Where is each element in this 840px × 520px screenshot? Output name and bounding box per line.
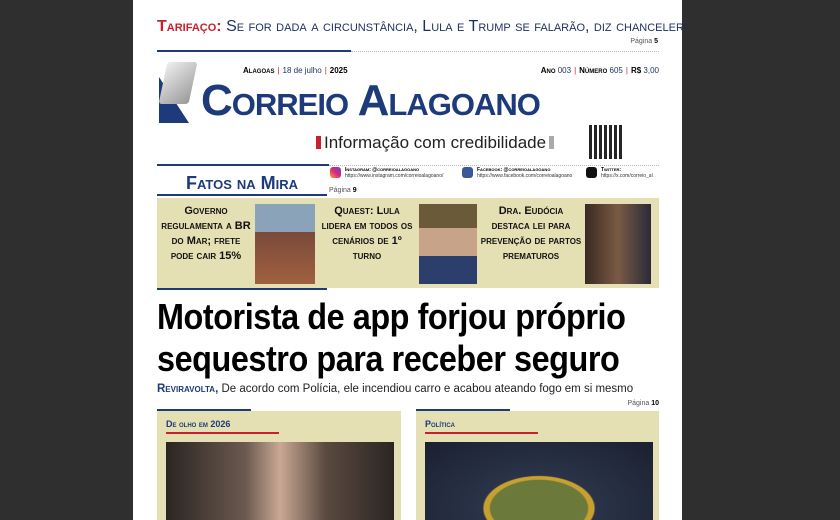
lula-photo	[419, 204, 477, 284]
section-box-2026[interactable]	[157, 411, 401, 520]
section-title-fatos: Fatos na Mira	[186, 173, 299, 193]
tagline: Informação com credibilidade	[316, 133, 554, 153]
fatos-item[interactable]: Quaest: Lula lidera em todos os cenários de 1º turno	[321, 205, 413, 262]
eudocia-photo	[585, 204, 651, 284]
facebook-icon	[462, 167, 473, 178]
issue-info: Ano 003 | Número 605 | R$ 3,00	[540, 66, 659, 75]
instagram-icon	[330, 167, 341, 178]
section-title: De olho em 2026	[166, 419, 231, 429]
fatos-item[interactable]: Dra. Eudócia destaca lei para prevenção de partos prematuros	[480, 205, 582, 262]
social-facebook[interactable]: Facebook: @correioalagoano https://www.facebook.com/correioalagoano	[462, 167, 572, 179]
ship-photo	[255, 204, 315, 284]
divider-dots	[329, 165, 659, 166]
qr-code[interactable]	[589, 125, 623, 159]
page-ref: Página 10	[627, 400, 659, 407]
divider	[157, 194, 327, 196]
newspaper-page	[133, 0, 682, 520]
social-instagram[interactable]: Instagram: @correioalagoano https://www.instagram.com/correioalagoano/	[330, 167, 443, 179]
page-ref: Página 9	[329, 187, 357, 194]
main-headline[interactable]: Motorista de app forjou próprio sequestro para receber seguro	[157, 296, 626, 379]
divider	[157, 50, 351, 52]
x-icon	[586, 167, 597, 178]
section-box-politica[interactable]	[416, 411, 659, 520]
divider-dots	[351, 51, 659, 52]
section-title: Política	[425, 419, 455, 429]
divider	[157, 164, 329, 166]
top-kicker[interactable]: Tarifaço: Se for dada a circunstância, Lula e Trump se falarão, diz chanceler	[157, 18, 684, 35]
edition-info: Alagoas | 18 de julho | 2025	[243, 66, 348, 75]
congress-photo	[425, 442, 653, 520]
social-twitter[interactable]: Twitter: https://x.com/correio_al	[586, 167, 653, 179]
fatos-band	[157, 198, 659, 288]
divider	[157, 288, 327, 290]
logo-mark	[159, 62, 197, 124]
newspaper-title: Correio Alagoano	[201, 76, 540, 125]
fatos-item[interactable]: Governo regulamenta a BR do Mar; frete pode cair 15%	[161, 205, 251, 262]
page-ref: Página 5	[630, 38, 658, 45]
main-subhead: Reviravolta, De acordo com Polícia, ele incendiou carro e acabou ateando fogo em si mesmo	[157, 383, 634, 395]
politician-photo	[166, 442, 394, 520]
